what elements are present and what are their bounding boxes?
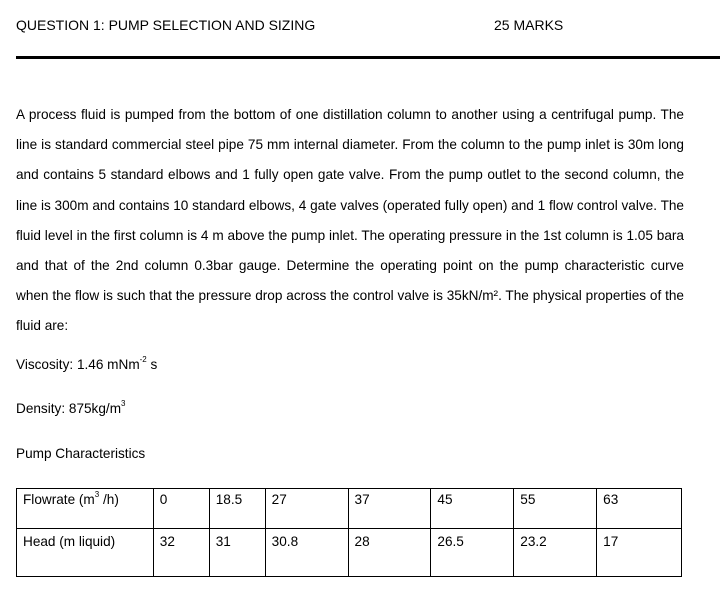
flowrate-row (17, 489, 682, 529)
flowrate-cell: 0 (153, 489, 209, 529)
head-cell: 23.2 (514, 529, 597, 577)
flowrate-label-exponent: 3 (94, 490, 100, 499)
question-title: QUESTION 1: PUMP SELECTION AND SIZING (16, 17, 316, 33)
header-divider (16, 56, 720, 59)
flowrate-label-unit: /h) (99, 492, 119, 507)
density-label: Density: 875kg/m (16, 401, 122, 416)
flowrate-cell: 27 (265, 489, 348, 529)
flowrate-cell: 37 (348, 489, 431, 529)
viscosity-unit: s (146, 357, 158, 372)
head-cell: 32 (153, 529, 209, 577)
viscosity-property (16, 357, 157, 372)
problem-statement: A process fluid is pumped from the bottom of one distillation column to another using a centrifugal pump. The line is standard commercial steel pipe 75 mm internal diameter. From the column to the pump inlet is 30m long and contains 5 standard elbows and 1 fully open gate valve. From the pump outlet to the second column, the line is 300m and contains 10 standard elbows, 4 gate valves (operated fully open) and 1 flow control valve. The fluid level in the first column is 4 m above the pump inlet. The operating pressure in the 1st column is 1.05 bara and that of the 2nd column 0.3bar gauge. Determine the operating point on the pump characteristic curve when the flow is such that the pressure drop across the control valve is 35kN/m². The physical properties of the fluid are: (16, 107, 684, 334)
flowrate-cell: 45 (431, 489, 514, 529)
flowrate-cell: 55 (514, 489, 597, 529)
pump-characteristics-table (16, 488, 682, 577)
density-exponent: 3 (121, 399, 126, 408)
head-cell: 30.8 (265, 529, 348, 577)
question-header (16, 14, 720, 38)
head-cell: 28 (348, 529, 431, 577)
viscosity-label: Viscosity: 1.46 mNm (16, 357, 140, 372)
head-label-cell: Head (m liquid) (17, 529, 154, 577)
head-row (17, 529, 682, 577)
head-cell: 17 (597, 529, 682, 577)
flowrate-label-text: Flowrate (m (23, 492, 95, 507)
head-cell: 26.5 (431, 529, 514, 577)
head-cell: 31 (209, 529, 265, 577)
density-property (16, 401, 125, 416)
flowrate-cell: 63 (597, 489, 682, 529)
pump-characteristics-title: Pump Characteristics (16, 446, 146, 461)
viscosity-exponent: -2 (139, 355, 147, 364)
flowrate-label-cell (17, 489, 154, 529)
flowrate-cell: 18.5 (209, 489, 265, 529)
question-marks: 25 MARKS (494, 17, 564, 33)
